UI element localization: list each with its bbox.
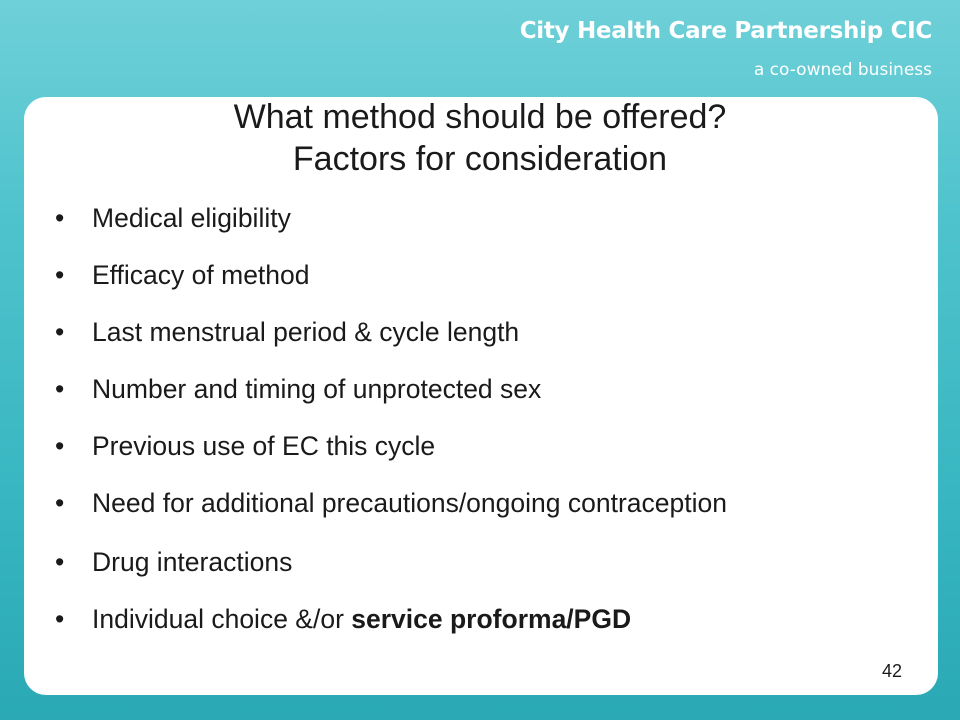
bullet-item-additional-precautions xyxy=(55,487,905,520)
bullet-item-unprotected-sex xyxy=(55,373,905,406)
bullet-dot-icon: • xyxy=(55,317,65,347)
bullet-text: Need for additional precautions/ongoing contraception xyxy=(92,488,727,518)
slide-title-line-2: Factors for consideration xyxy=(292,140,668,178)
brand-name: City Health Care Partnership CIC xyxy=(519,18,932,44)
bullet-text: Number and timing of unprotected sex xyxy=(92,374,542,404)
bullet-dot-icon: • xyxy=(55,547,65,577)
bullet-text: Previous use of EC this cycle xyxy=(92,431,436,461)
brand-tagline: a co-owned business xyxy=(753,60,932,80)
bullet-text-bold: service proforma/PGD xyxy=(351,604,632,634)
slide-title xyxy=(0,96,960,180)
bullet-text: Last menstrual period & cycle length xyxy=(92,317,520,347)
slide-number: 42 xyxy=(881,661,902,681)
bullet-item-medical-eligibility xyxy=(55,202,905,235)
bullet-text: Medical eligibility xyxy=(92,203,291,233)
bullet-dot-icon: • xyxy=(55,488,65,518)
bullet-dot-icon: • xyxy=(55,374,65,404)
bullet-text-plain: Individual choice &/or xyxy=(92,604,352,634)
bullet-dot-icon: • xyxy=(55,431,65,461)
bullet-dot-icon: • xyxy=(55,203,65,233)
bullet-item-previous-ec-use xyxy=(55,430,905,463)
bullet-item-efficacy xyxy=(55,259,905,292)
bullet-dot-icon: • xyxy=(55,260,65,290)
bullet-list xyxy=(55,202,905,660)
bullet-item-drug-interactions xyxy=(55,546,905,579)
slide-title-line-1: What method should be offered? xyxy=(233,98,727,136)
bullet-text xyxy=(92,604,631,634)
bullet-text: Drug interactions xyxy=(92,547,293,577)
bullet-item-last-menstrual-period xyxy=(55,316,905,349)
bullet-text: Efficacy of method xyxy=(92,260,310,290)
bullet-item-individual-choice xyxy=(55,603,905,636)
bullet-dot-icon: • xyxy=(55,604,65,634)
